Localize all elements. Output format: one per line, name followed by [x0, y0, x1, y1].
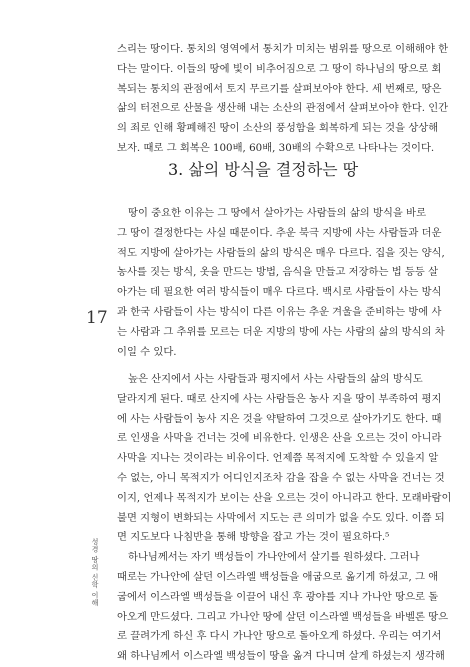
text-line: 과 한국 사람들이 사는 방식이 다른 이유는 추운 겨울을 준비하는 방에 사	[117, 305, 442, 318]
text-line: 이일 수 있다.	[117, 345, 177, 358]
page-number: 17	[86, 308, 108, 328]
text-line: 굽에서 이스라엘 백성들을 이끌어 내신 후 광야를 지나 가나안 땅으로 돌	[117, 590, 439, 603]
text-line: 의 죄로 인해 황폐해진 땅이 소산의 풍성함을 회복하게 되는 것을 상상해	[117, 122, 439, 135]
paragraph	[117, 204, 445, 362]
text-line: 높은 산지에서 사는 사람들과 평지에서 사는 사람들의 삶의 방식도	[128, 373, 423, 385]
text-line: 삶의 터전으로 산물을 생산해 내는 소산의 관점에서 살펴보아야 한다. 인간	[117, 102, 449, 115]
text-line: 적도 지방에 살아가는 사람들의 삶의 방식은 매우 다르다. 집을 짓는 양식,	[117, 246, 445, 259]
text-line: 사막을 지나는 것이라는 비유이다. 언제쯤 목적지에 도착할 수 있을지 알	[117, 452, 439, 465]
text-line: 에 사는 사람들이 농사 지은 것을 약탈하여 그것으로 살아가기도 한다. 때	[117, 412, 442, 425]
section-heading: 3. 삶의 방식을 결정하는 땅	[168, 160, 359, 179]
text-line: 불면 지형이 변화되는 사막에서 지도는 큰 의미가 없을 수도 있다. 이쯤 되	[117, 511, 445, 524]
text-line: 로 끌려가게 하신 후 다시 가나안 땅으로 돌아오게 하셨다. 우리는 여기서	[117, 630, 442, 643]
text-line: 농사를 짓는 방식, 옷을 만드는 방법, 음식을 만들고 저장하는 법 등등 살	[117, 266, 439, 279]
text-line: 수 없는, 아니 목적지가 어디인지조차 감을 잡을 수 없는 사막을 건너는 것	[117, 471, 445, 484]
text-line: 로 인생을 사막을 건너는 것에 비유한다. 인생은 산을 오르는 것이 아니라	[117, 432, 442, 445]
text-line: 달라지게 된다. 때로 산지에 사는 사람들은 농사 지을 땅이 부족하여 평지	[117, 392, 442, 405]
paragraph	[117, 370, 452, 667]
text-line: 면 지도보다 나침반을 통해 방향을 잡고 가는 것이 필요하다.⁵	[117, 531, 390, 544]
text-line: 아가는 데 필요한 여러 방식들이 매우 다르다. 백시로 사람들이 사는 방식	[117, 286, 442, 299]
text-line: 하나님께서는 자기 백성들이 가나안에서 살기를 원하셨다. 그러나	[128, 551, 420, 564]
text-line: 그 땅이 결정한다는 사실 때문이다. 추운 북극 지방에 사는 사람들과 더운	[117, 226, 442, 239]
running-head: 성경 땅의 신학 이해	[91, 538, 99, 607]
text-line: 는 사람과 그 추위를 모르는 더운 지방의 방에 사는 사람의 삶의 방식의 차	[117, 325, 445, 338]
text-line: 스리는 땅이다. 통치의 영역에서 통치가 미치는 범위를 땅으로 이해해야 한	[117, 43, 449, 55]
text-line: 땅이 중요한 이유는 그 땅에서 살아가는 사람들의 삶의 방식을 바로	[128, 207, 427, 219]
text-line: 복되는 통치의 관점에서 토지 무르기를 살펴보아야 한다. 세 번째로, 땅은	[117, 82, 442, 95]
text-line: 이지, 언제나 목적지가 보이는 산을 오르는 것이 아니라고 한다. 모래바람이	[117, 491, 452, 504]
paragraph-continued	[117, 40, 449, 159]
text-line: 왜 하나님께서 이스라엘 백성들이 땅을 옮겨 다니며 살게 하셨는지 생각해	[117, 650, 445, 663]
text-line: 아오게 만드셨다. 그리고 가나안 땅에 살던 이스라엘 백성들을 바벨론 땅으	[117, 610, 449, 623]
text-line: 때로는 가나안에 살던 이스라엘 백성들을 애굽으로 옮기게 하셨고, 그 애	[117, 570, 439, 583]
text-line: 다는 말이다. 이들의 땅에 빛이 비추어짐으로 그 땅이 하나님의 땅으로 회	[117, 62, 442, 75]
text-line: 보자. 때로 그 회복은 100배, 60배, 30배의 수확으로 나타나는 것이다.	[117, 141, 435, 154]
